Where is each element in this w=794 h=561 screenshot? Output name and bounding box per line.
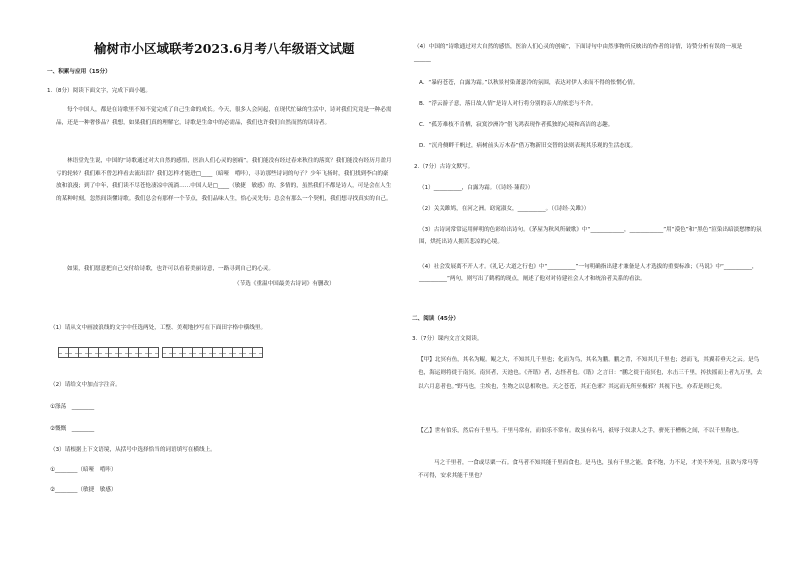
subquestion-3: （3）请根据上下文语境，从括号中选择恰当的词语填写在横线上。	[50, 447, 216, 453]
grid-cell[interactable]	[138, 347, 149, 358]
grid-cell[interactable]	[118, 347, 129, 358]
section-heading-accumulation: 一、积累与应用（15分）	[47, 69, 111, 75]
option-d[interactable]: D．“沉舟侧畔千帆过，病树前头万木春”借万物新旧交替的法则表现其乐观的生活态度。	[419, 143, 637, 149]
classical-text-jia: 【甲】北冥有鱼，其名为鲲。鲲之大，不知其几千里也；化而为鸟，其名为鹏。鹏之背，不知其几千里也；怒而飞，其翼若垂天之云。是鸟也，海运则将徙于南冥。南冥者，天池也。《齐谐》者，志怪者也。《谐》之言曰：“鹏之徙于南冥也，水击三千里，抟扶摇而上者九万里，去以六月息者也。”野马也，尘埃也，生物之以息相吹也。天之苍苍，其正色邪？其远而无所至极邪？其视下也，亦若是则已矣。	[418, 357, 763, 390]
subquestion-2-item-b[interactable]: ②慨慨 ________	[50, 426, 95, 432]
grid-cell[interactable]	[78, 347, 89, 358]
question-1-header: 1.（8分）阅读下面文字，完成下面小题。	[47, 88, 151, 94]
grid-cell[interactable]	[222, 347, 233, 358]
classical-text-yi-2: 马之千里者，一食或尽粟一石。食马者不知其能千里而食也。是马也，虽有千里之能，食不饱，力不足，才美不外见，且欲与常马等不可得，安求其能千里也？	[418, 460, 759, 480]
question-3-header: 3.（7分）课内文言文阅读。	[412, 336, 483, 342]
subquestion-2: （2）请给文中加点字注音。	[50, 382, 121, 388]
question-2-header: 2.（7分）古诗文默写。	[414, 164, 474, 170]
exam-title: 榆树市小区域联考2023.6月考八年级语文试题	[94, 41, 355, 56]
option-b[interactable]: B．“浮云游子意，落日故人情”是诗人对行将分别的亲人的依恋与不舍。	[419, 101, 597, 107]
recitation-2[interactable]: （2）关关雎鸠，在河之洲。窈窕淑女，__________。（《诗经·关雎》）	[419, 206, 590, 212]
subquestion-1: （1）请从文中画波浪线的文字中任选两处，工整、美观地抄写在下面田字格中横线里。	[50, 325, 267, 331]
option-a[interactable]: A．“暴府苍苍，白露为霜。”以秋景衬染萧瑟冷的氛围，表达对伊人求而不得的怅惘心情。	[419, 80, 639, 86]
subquestion-3-item-a[interactable]: ①________（暗哑 啃咔）	[50, 467, 117, 473]
grid-cell[interactable]	[182, 347, 193, 358]
grid-cell[interactable]	[68, 347, 79, 358]
grid-cell[interactable]	[172, 347, 183, 358]
subquestion-2-item-a[interactable]: ①涤荡 ________	[50, 404, 95, 410]
passage-paragraph-2: 林语堂先生说，中国的“诗歌通过对大自然的感悟，医治人们心灵的创痛”。我们能没有经过春来秋往的落寞？我们能没有经历月盈月亏的轮转？我们难不曾怎样看去流出泪？我们怎样才能进□____（暗哑 啃咔），寻访那些诗词的句子？少年飞扬时，我们找到李白的豪放和浪漫；到了中年，我们读不尽苍怆凄凉中流淌……中国人是□____（敏捷 敏感）的、多情的，虽然我们不都是诗人，可是会在人生的某种时刻，忽然间读懂诗歌。我们总会有那样一个节点，我们品味人生，恰心灵先每；总会有那么一个契机，我们想寻找真实的自己。	[56, 158, 392, 202]
grid-cell[interactable]	[58, 347, 69, 358]
grid-cell[interactable]	[162, 347, 173, 358]
tianzige-grid[interactable]	[58, 347, 262, 358]
grid-cell[interactable]	[88, 347, 99, 358]
recitation-4[interactable]: （4）社会发展离不开人才。《礼记·大道之行也》中“__________”一句明确指出建才兼备是人才选拔的重要标准；《马说》中“__________，__________”两句，则写出了鹤鸦的现点，阐述了他对对待建社会人才和统治者关系的看法。	[419, 264, 758, 283]
passage-source: （节选《重温中国最美古诗词》有删改）	[234, 281, 335, 287]
grid-cell[interactable]	[202, 347, 213, 358]
grid-cell[interactable]	[232, 347, 243, 358]
grid-cell[interactable]	[108, 347, 119, 358]
passage-paragraph-3: 如果，我们愿意把自己交付给诗歌，也许可以看着美丽诗意，一路寻到自己的心灵。	[67, 266, 274, 272]
grid-cell[interactable]	[212, 347, 223, 358]
grid-cell[interactable]	[148, 347, 159, 358]
classical-text-yi: 【乙】世有伯乐，然后有千里马。千里马常有，而伯乐不常有。故虽有名马，祇辱于奴隶人之手，骈死于槽枥之间，不以千里称也。	[418, 428, 743, 434]
grid-cell[interactable]	[252, 347, 263, 358]
grid-cell[interactable]	[242, 347, 253, 358]
grid-cell[interactable]	[192, 347, 203, 358]
option-c[interactable]: C．“孤芳难枝不肯栖，寂寞沙洲冷”借飞鸿表现作者孤独的心境和高洁的志趣。	[419, 122, 614, 128]
subquestion-3-item-b[interactable]: ②________（敏捷 敏感）	[50, 487, 117, 493]
recitation-1[interactable]: （1）__________，白露为霜。（《诗经·蒹葭》）	[419, 185, 534, 191]
grid-cell[interactable]	[98, 347, 109, 358]
subquestion-4-header: （4）中国的“诗歌通过对大自然的感悟，医治人们心灵的创痛”，下面诗句中由然事物所反映出的作者的诗情，诗赞分析有误的一项是 ______	[414, 44, 748, 63]
section-heading-reading: 二、阅读（45分）	[412, 316, 459, 322]
recitation-3[interactable]: （3）古诗词常常运用鲜明的色彩给出诗句。《茅屋为秋风所破歌》中“____________，____________”用“漠色”和“黑色”渲染出暗淡愁惨的氛围，烘托出诗人拥苦悲凉的心境。	[419, 227, 762, 246]
grid-cell[interactable]	[128, 347, 139, 358]
passage-paragraph-1: 每个中国人，都是在诗歌里不知不觉完成了自己生命的成长。今天，很多人会问起，在现代忙碌的生活中，诗对我们究竟是一种必需品，还是一种奢侈品？我想，如果我们真的理解它，诗歌是生命中的必需品，我们也许我们自然而然的读诗者。	[56, 107, 392, 126]
